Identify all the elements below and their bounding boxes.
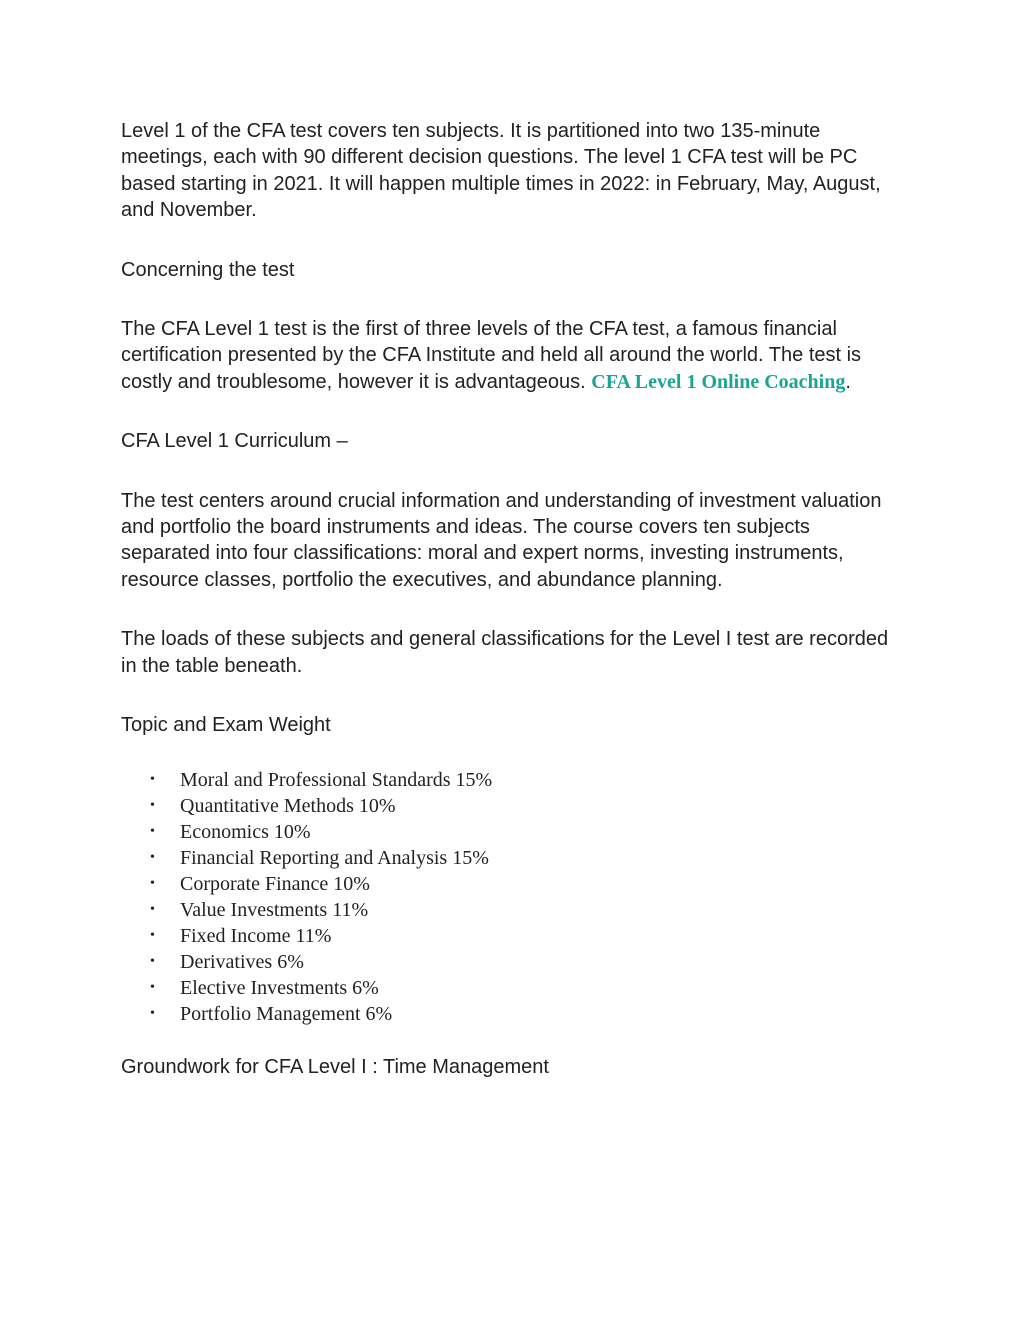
- topic-label: Fixed Income 11%: [180, 924, 332, 947]
- loads-paragraph: The loads of these subjects and general classifications for the Level I test are recorded in the table beneath.: [121, 628, 889, 677]
- topic-weight-list: [121, 767, 901, 1027]
- topic-label: Value Investments 11%: [180, 898, 369, 921]
- list-item: [150, 793, 901, 819]
- about-end: .: [845, 370, 851, 393]
- document-page: [121, 118, 901, 1113]
- curriculum-paragraph: The test centers around crucial information and understanding of investment valuation and portfolio the board instruments and ideas. The course covers ten subjects separated into four classifications: moral and expert norms, investing instruments, resource classes, portfolio the executives, and abundance planning.: [121, 489, 882, 591]
- topic-label: Economics 10%: [180, 820, 311, 843]
- topic-label: Portfolio Management 6%: [180, 1002, 393, 1025]
- groundwork-heading: Groundwork for CFA Level I : Time Management: [121, 1055, 549, 1078]
- topic-label: Quantitative Methods 10%: [180, 794, 396, 817]
- bullet-icon: •: [150, 875, 155, 891]
- list-item: [150, 845, 901, 871]
- about-text: The CFA Level 1 test is the first of three levels of the CFA test, a famous financial certification presented by the CFA Institute and held all around the world. The test is costly and troublesome, however it is advantageous.: [121, 318, 862, 393]
- bullet-icon: •: [150, 927, 155, 943]
- list-item: [150, 819, 901, 845]
- intro-paragraph: Level 1 of the CFA test covers ten subjects. It is partitioned into two 135-minute meetings, each with 90 different decision questions. The level 1 CFA test will be PC based starting in 2021. It will happen multiple times in 2022: in February, May, August, and November.: [121, 120, 881, 222]
- topic-label: Corporate Finance 10%: [180, 872, 370, 895]
- bullet-icon: •: [150, 823, 155, 839]
- topic-heading: Topic and Exam Weight: [121, 714, 331, 737]
- list-item: [150, 1001, 901, 1027]
- list-item: [150, 871, 901, 897]
- curriculum-heading: CFA Level 1 Curriculum –: [121, 430, 348, 453]
- list-item: [150, 949, 901, 975]
- concerning-heading: Concerning the test: [121, 258, 295, 281]
- topic-label: Moral and Professional Standards 15%: [180, 768, 493, 791]
- list-item: [150, 975, 901, 1001]
- bullet-icon: •: [150, 771, 155, 787]
- topic-label: Elective Investments 6%: [180, 976, 379, 999]
- bullet-icon: •: [150, 901, 155, 917]
- topic-label: Derivatives 6%: [180, 950, 304, 973]
- topic-label: Financial Reporting and Analysis 15%: [180, 846, 489, 869]
- online-coaching-link[interactable]: CFA Level 1 Online Coaching: [591, 370, 846, 393]
- about-paragraph: [121, 316, 901, 395]
- list-item: [150, 923, 901, 949]
- bullet-icon: •: [150, 1005, 155, 1021]
- bullet-icon: •: [150, 849, 155, 865]
- bullet-icon: •: [150, 797, 155, 813]
- bullet-icon: •: [150, 953, 155, 969]
- list-item: [150, 767, 901, 793]
- bullet-icon: •: [150, 979, 155, 995]
- list-item: [150, 897, 901, 923]
